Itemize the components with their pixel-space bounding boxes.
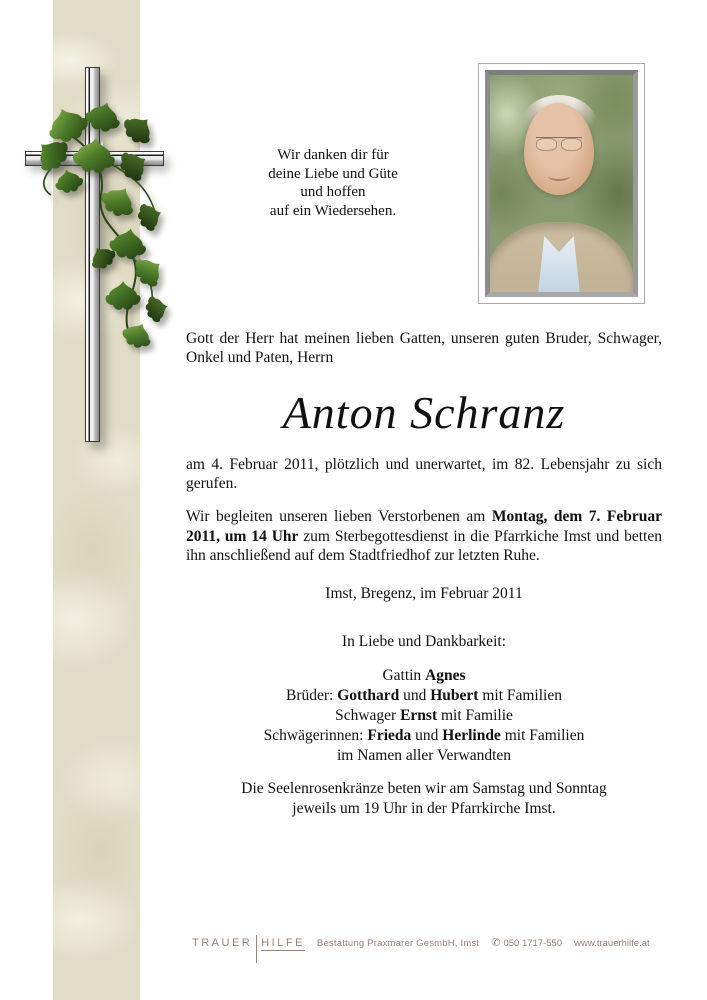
footer xyxy=(192,934,650,951)
place-date-line: Imst, Bregenz, im Februar 2011 xyxy=(325,585,523,602)
brand-right: HILFE xyxy=(261,937,305,949)
brand-divider-line xyxy=(256,935,257,947)
deceased-name: Anton Schranz xyxy=(282,387,566,438)
intro-text: Gott der Herr hat meinen lieben Gatten, unseren guten Bruder, Schwager, Onkel und Paten, Herrn xyxy=(186,330,662,366)
phone-number: 050 1717-550 xyxy=(503,938,563,949)
rosary-notice: Die Seelenrosenkränze beten wir am Samstag und Sonntag jeweils um 19 Uhr in der Pfarrkirche Imst. xyxy=(241,780,607,817)
family-list xyxy=(166,666,682,766)
family-line: Brüder: Gotthard und Hubert mit Familien xyxy=(286,687,562,704)
phone-icon: ✆ xyxy=(491,937,501,949)
footer-company: Bestattung Praxmarer GesmbH, Imst xyxy=(316,938,480,949)
photo-glasses xyxy=(536,137,582,150)
family-line: Schwager Ernst mit Familie xyxy=(335,707,513,724)
memorial-verse: Wir danken dir für deine Liebe und Güte und hoffen auf ein Wiedersehen. xyxy=(268,147,398,219)
brand-left: TRAUER xyxy=(192,937,253,949)
family-line: Gattin Agnes xyxy=(382,667,466,684)
family-line: im Namen aller Verwandten xyxy=(336,747,512,764)
footer-website: www.trauerhilfe.at xyxy=(574,938,650,949)
death-statement: am 4. Februar 2011, plötzlich und unerwartet, im 82. Lebensjahr zu sich gerufen. xyxy=(186,456,662,492)
portrait-photo xyxy=(485,70,638,297)
ivy-decoration xyxy=(6,100,178,360)
photo-smile xyxy=(548,171,570,181)
gratitude-heading: In Liebe und Dankbarkeit: xyxy=(342,633,506,650)
portrait-photo-frame xyxy=(478,63,645,304)
funeral-details: Wir begleiten unseren lieben Verstorbenen am Montag, dem 7. Februar 2011, um 14 Uhr zum Sterbegottesdienst in die Pfarrkiche Imst und betten ihn anschließend auf dem Stadtfriedhof zur letzten Ruhe. xyxy=(186,508,663,564)
trauerhilfe-logo xyxy=(192,934,305,951)
family-line: Schwägerinnen: Frieda und Herlinde mit Familien xyxy=(263,727,585,744)
footer-phone xyxy=(491,936,562,949)
